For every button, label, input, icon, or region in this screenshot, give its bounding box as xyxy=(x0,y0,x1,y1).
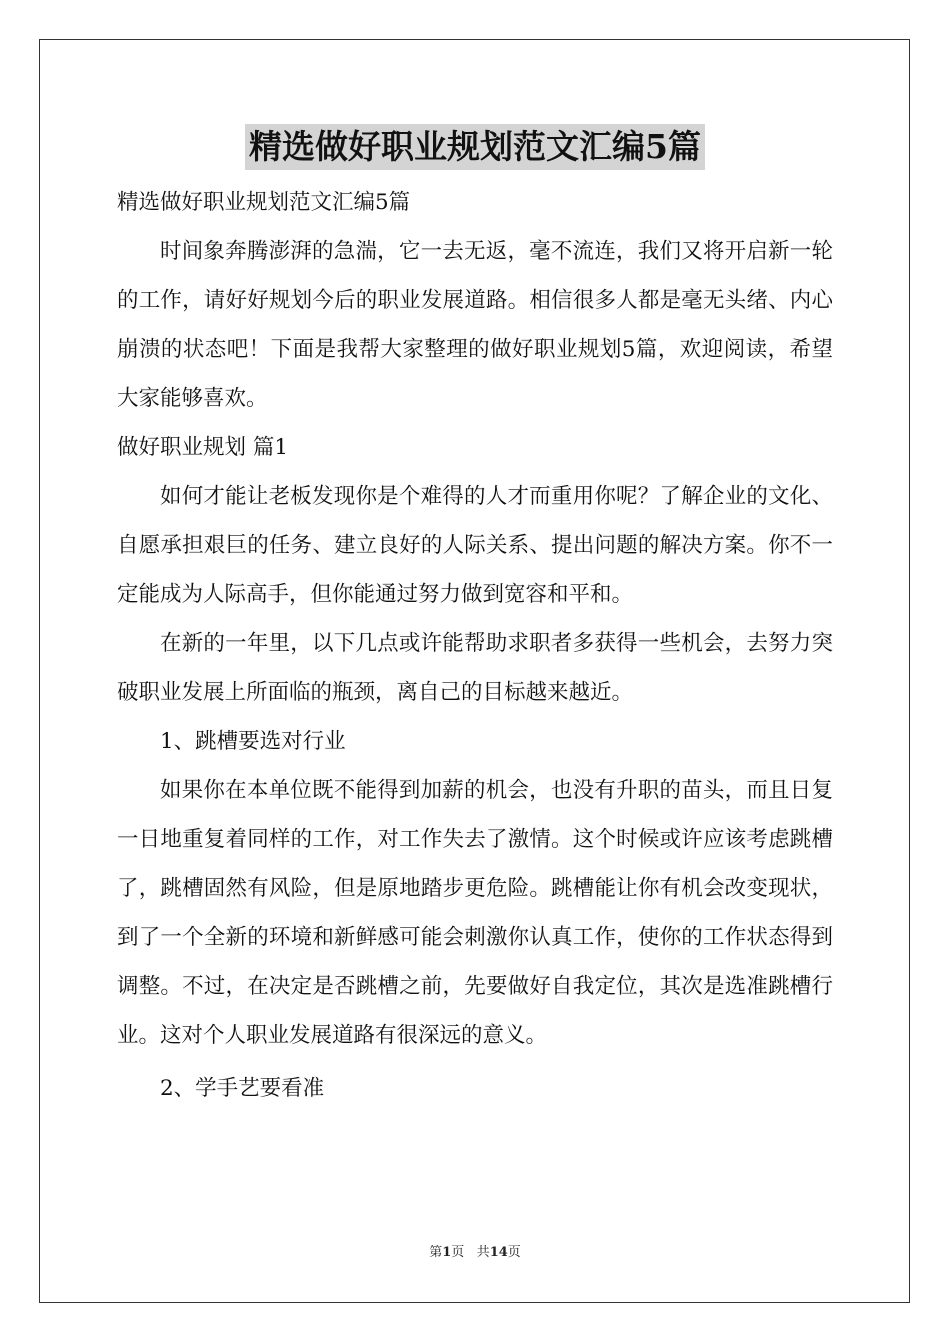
intro-paragraph: 时间象奔腾澎湃的急湍，它一去无返，毫不流连，我们又将开启新一轮的工作，请好好规划今后的职业发展道路。相信很多人都是毫无头绪、内心崩溃的状态吧！下面是我帮大家整理的做好职业规划5篇，欢迎阅读，希望大家能够喜欢。 xyxy=(117,239,833,411)
document-body xyxy=(117,178,833,1113)
list-heading: 2、学手艺要看准 xyxy=(160,1076,325,1101)
footer-total-prefix: 共 xyxy=(476,1245,490,1260)
page-footer xyxy=(0,1243,950,1263)
list-heading: 1、跳槽要选对行业 xyxy=(160,729,346,754)
footer-total-pages: 14 xyxy=(489,1245,508,1260)
body-paragraph: 如何才能让老板发现你是个难得的人才而重用你呢？了解企业的文化、自愿承担艰巨的任务、建立良好的人际关系、提出问题的解决方案。你不一定能成为人际高手，但你能通过努力做到宽容和平和。 xyxy=(117,484,833,607)
footer-page-number: 1 xyxy=(442,1245,452,1260)
footer-total-suffix: 页 xyxy=(507,1245,521,1260)
subtitle-line: 精选做好职业规划范文汇编5篇 xyxy=(117,190,411,215)
section-heading: 做好职业规划 篇1 xyxy=(117,435,289,460)
footer-prefix: 第 xyxy=(429,1245,443,1260)
body-paragraph: 在新的一年里，以下几点或许能帮助求职者多获得一些机会，去努力突破职业发展上所面临的瓶颈，离自己的目标越来越近。 xyxy=(117,631,833,705)
title-container xyxy=(0,124,950,170)
footer-page-suffix: 页 xyxy=(451,1245,465,1260)
body-paragraph: 如果你在本单位既不能得到加薪的机会，也没有升职的苗头，而且日复一日地重复着同样的工作，对工作失去了激情。这个时候或许应该考虑跳槽了，跳槽固然有风险，但是原地踏步更危险。跳槽能让你有机会改变现状，到了一个全新的环境和新鲜感可能会刺激你认真工作，使你的工作状态得到调整。不过，在决定是否跳槽之前，先要做好自我定位，其次是选准跳槽行业。这对个人职业发展道路有很深远的意义。 xyxy=(117,778,833,1048)
document-title: 精选做好职业规划范文汇编5篇 xyxy=(245,124,705,170)
